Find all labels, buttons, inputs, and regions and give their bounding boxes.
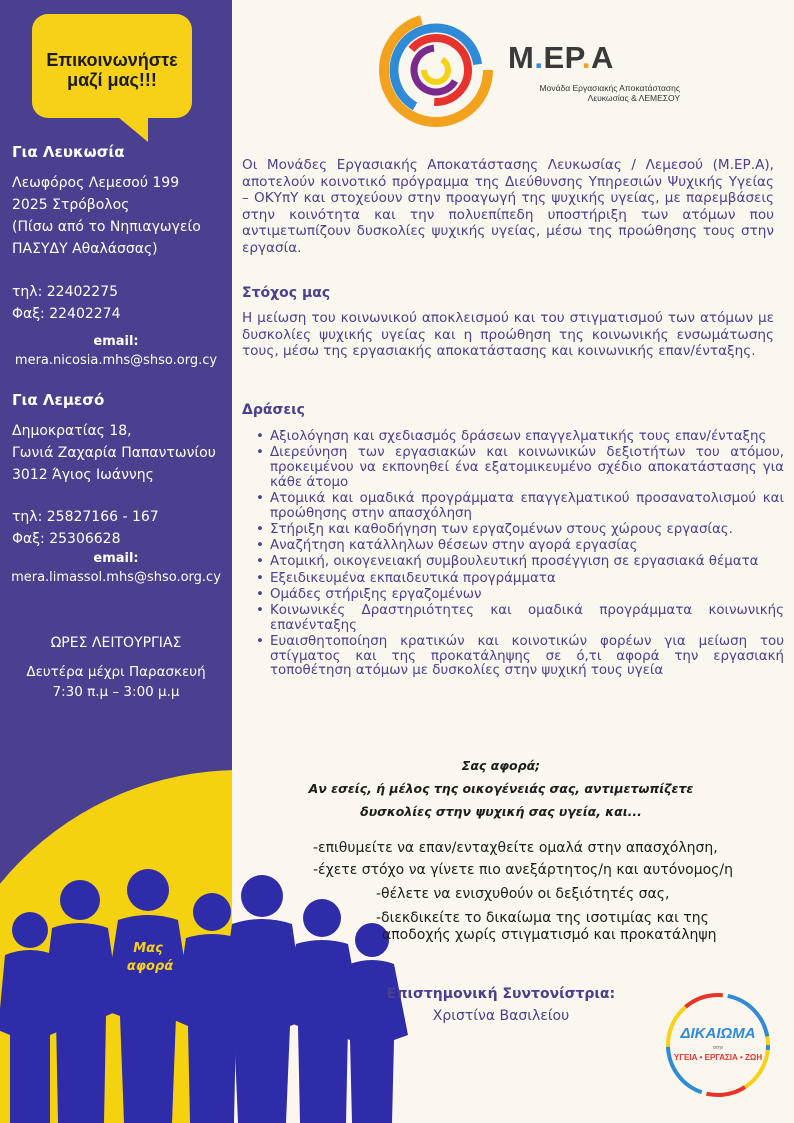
actions-heading: Δράσεις [242, 402, 305, 418]
list-item: • Ομάδες στήριξης εργαζομένων [256, 588, 784, 603]
list-item: • Εξειδικευμένα εκπαιδευτικά προγράμματα [256, 572, 784, 587]
nicosia-email-block [0, 332, 232, 370]
dikaioma-word: ΔΙΚΑΙΩΜΑ [680, 1025, 756, 1042]
limassol-email-label: email: [93, 551, 139, 566]
nicosia-address-line: ΠΑΣΥΔΥ Αθαλάσσας) [12, 241, 158, 257]
nicosia-email-link[interactable]: mera.nicosia.mhs@shso.org.cy [14, 353, 218, 368]
list-item: • Ατομικά και ομαδικά προγράμματα επαγγελματικού προσανατολισμού και προώθησης στην απασχόληση [256, 492, 784, 522]
mera-logo-title [508, 40, 614, 76]
limassol-address-line: 3012 Άγιος Ιωάννης [12, 467, 154, 483]
logo-title-part: Μ [508, 40, 535, 75]
limassol-fax: Φαξ: 25306628 [12, 531, 121, 547]
limassol-email-block [0, 549, 232, 587]
mera-swirl-logo-icon [368, 8, 508, 128]
dikaioma-tagline: ΥΓΕΙΑ • ΕΡΓΑΣΙΑ • ΖΩΗ [673, 1053, 763, 1062]
nicosia-heading: Για Λευκωσία [12, 143, 125, 161]
illustration-text-line: αφορά [126, 959, 174, 974]
list-item: • Ευαισθητοποίηση κρατικών και κοινοτικών φορέων για μείωση του στίγματος και της προκατάληψης σε ό,τι αφορά την εργασιακή τοποθέτηση ατόμων με δυσκολίες στην ψυχική τους υγεία [256, 635, 784, 679]
coordinator-title: Επιστημονική Συντονίστρια: [386, 986, 616, 1002]
wish-line: -επιθυμείτε να επαν/ενταχθείτε ομαλά στην απασχόληση, [313, 840, 718, 856]
hours-time: 7:30 π.μ – 3:00 μ.μ [52, 684, 180, 700]
list-item: • Διερεύνηση των εργασιακών και κοινωνικών δεξιοτήτων του ατόμου, προκειμένου να εκπονηθεί ένα εξατομικευμένο σχέδιο αποκατάστασης για κάθε άτομο [256, 446, 784, 490]
nicosia-fax: Φαξ: 22402274 [12, 306, 121, 322]
goal-paragraph: Η μείωση του κοινωνικού αποκλεισμού και του στιγματισμού των ατόμων με δυσκολίες ψυχικής υγείας και η προώθηση της κοινωνικής ενσωμάτωσης τους, μέσω της εργασιακής αποκατάστασης και κοινωνικής επαν/ένταξης. [242, 310, 774, 359]
nicosia-phone: τηλ: 22402275 [12, 284, 119, 300]
limassol-address-line: Γωνιά Ζαχαρία Παπαντωνίου [12, 445, 216, 461]
list-item: • Στήριξη και καθοδήγηση των εργαζομένων στους χώρους εργασίας. [256, 523, 784, 538]
list-item: • Αξιολόγηση και σχεδιασμός δράσεων επαγγελματικής τους επαν/ένταξης [256, 430, 784, 445]
hours-days: Δευτέρα μέχρι Παρασκευή [26, 664, 206, 680]
nicosia-address [12, 172, 201, 260]
concern-line: δυσκολίες στην ψυχική σας υγεία, και... [360, 804, 642, 819]
concern-line: Αν εσείς, ή μέλος της οικογένειάς σας, αντιμετωπίζετε [308, 781, 694, 796]
logo-title-dot: . [581, 40, 591, 75]
limassol-phones [12, 506, 159, 550]
nicosia-phones [12, 281, 120, 325]
logo-subtitle-line: Λευκωσίας & ΛΕΜΕΣΟΥ [587, 93, 680, 103]
hours-block [0, 662, 232, 702]
dikaioma-small: στην [712, 1045, 724, 1051]
logo-title-part: ΕΡ [543, 40, 582, 75]
intro-paragraph: Οι Μονάδες Εργασιακής Αποκατάστασης Λευκωσίας / Λεμεσού (Μ.ΕΡ.Α), αποτελούν κοινοτικό πρόγραμμα της Διεύθυνσης Υπηρεσιών Ψυχικής Υγείας – ΟΚΥπΥ και στοχεύουν στην προαγωγή της ψυχικής υγείας, με παρεμβάσεις στην κοινότητα και την πολυεπίπεδη υποστήριξη των ατόμων που αντιμετωπίζουν δυσκολίες ψυχικής υγείας, μέσω της προώθησης τους στην εργασία. [242, 157, 774, 256]
limassol-email-link[interactable]: mera.limassol.mhs@shso.org.cy [11, 570, 221, 585]
wish-line: -έχετε στόχο να γίνετε πιο ανεξάρτητος/η και αυτόνομος/η [313, 862, 733, 878]
contact-us-heading: Επικοινωνήστε μαζί μας!!! [46, 50, 178, 90]
logo-title-dot: . [534, 40, 544, 75]
nicosia-email-label: email: [93, 334, 139, 349]
concern-question: Σας αφορά; [461, 758, 541, 773]
limassol-address [12, 420, 216, 486]
nicosia-address-line: 2025 Στρόβολος [12, 197, 130, 213]
limassol-address-line: Δημοκρατίας 18, [12, 423, 132, 439]
list-item: • Κοινωνικές Δραστηριότητες και ομαδικά προγράμματα κοινωνικής επανένταξης [256, 604, 784, 634]
goal-heading: Στόχος μας [242, 285, 331, 301]
illustration-text-line: Μας [133, 941, 163, 956]
wish-line: αποδοχής χωρίς στιγματισμό και προκατάληψη [382, 927, 717, 943]
coordinator-name: Χριστίνα Βασιλείου [432, 1008, 570, 1024]
hours-heading: ΩΡΕΣ ΛΕΙΤΟΥΡΓΙΑΣ [50, 635, 182, 651]
logo-title-part: Α [590, 40, 614, 75]
list-item: • Ατομική, οικογενειακή συμβουλευτική προσέγγιση σε εργασιακά θέματα [256, 555, 784, 570]
limassol-heading: Για Λεμεσό [12, 391, 105, 409]
logo-subtitle-line: Μονάδα Εργασιακής Αποκατάστασης [539, 83, 680, 93]
actions-list [256, 430, 784, 681]
wish-line: -διεκδικείτε το δικαίωμα της ισοτιμίας και της [376, 910, 709, 926]
wish-line: -θέλετε να ενισχυθούν οι δεξιότητές σας, [376, 886, 670, 902]
nicosia-address-line: (Πίσω από το Νηπιαγωγείο [12, 219, 201, 235]
speech-bubble-tail [112, 112, 148, 142]
dikaioma-logo-icon [658, 990, 778, 1100]
mera-logo-subtitle [500, 83, 680, 103]
limassol-phone: τηλ: 25827166 - 167 [12, 509, 159, 525]
list-item: • Αναζήτηση κατάλληλων θέσεων στην αγορά εργασίας [256, 539, 784, 554]
nicosia-address-line: Λεωφόρος Λεμεσού 199 [12, 175, 180, 191]
